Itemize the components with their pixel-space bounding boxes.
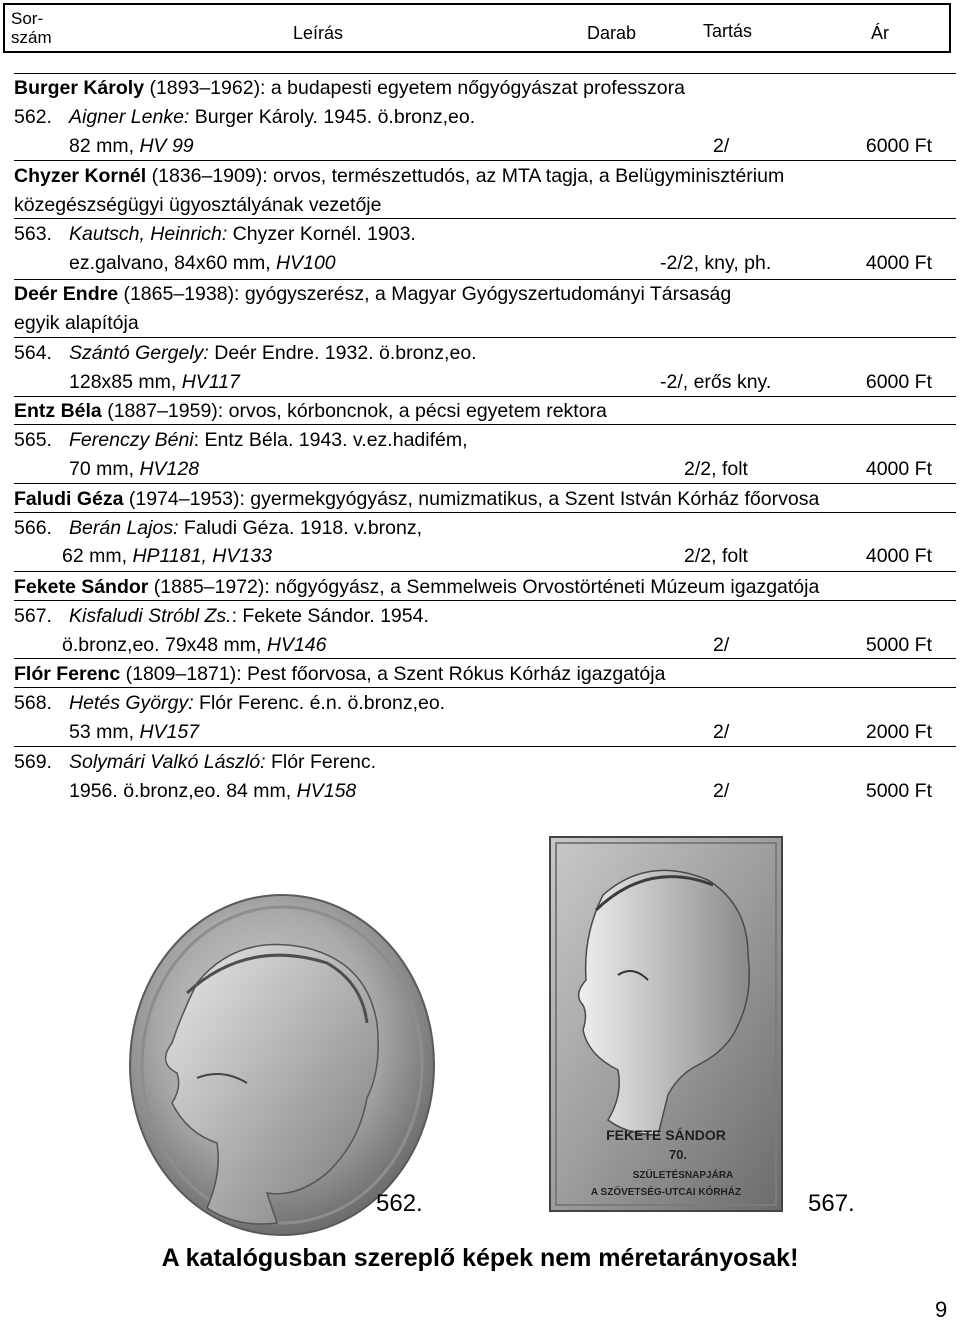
section-heading: Faludi Géza (1974–1953): gyermekgyógyász, numizmatikus, a Szent István Kórház főorvosa [14,488,820,510]
header-sorszam: Sor- szám [11,9,52,47]
caption-562: 562. [376,1190,423,1217]
list-item: 564. Szántó Gergely: Deér Endre. 1932. ö.bronz,eo. [14,342,477,364]
separator [14,424,956,425]
separator [14,218,956,219]
footer-note: A katalógusban szereplő képek nem méretarányosak! [161,1244,799,1272]
section-heading: Burger Károly (1893–1962): a budapesti egyetem nőgyógyászat professzora [14,77,685,99]
section-heading: Deér Endre (1865–1938): gyógyszerész, a Magyar Gyógyszertudományi Társaság [14,283,732,305]
list-item: 567. Kisfaludi Stróbl Zs.: Fekete Sándor. 1954. [14,605,429,627]
separator [14,160,956,161]
separator [14,337,956,338]
separator [14,512,956,513]
table-header [3,3,951,53]
plaque-line4: A SZÖVETSÉG-UTCAI KÓRHÁZ [590,1187,742,1198]
plaque-line3: SZÜLETÉSNAPJÁRA [632,1170,734,1181]
person-name: Burger Károly [14,77,145,99]
separator [14,658,956,659]
plaque-line1: FEKETE SÁNDOR [606,1127,726,1143]
section-heading: Flór Ferenc (1809–1871): Pest főorvosa, a Szent Rókus Kórház igazgatója [14,663,666,685]
header-ar: Ár [871,23,889,43]
caption-567: 567. [808,1190,855,1217]
list-item: 563. Kautsch, Heinrich: Chyzer Kornél. 1903. [14,223,416,245]
separator [14,483,956,484]
list-item: 70 mm, HV128 2/2, folt 4000 Ft [69,458,932,480]
list-item: 1956. ö.bronz,eo. 84 mm, HV158 2/ 5000 Ft [69,780,932,802]
list-item: 128x85 mm, HV117 -2/, erős kny. 6000 Ft [69,371,932,393]
header-leiras: Leírás [293,23,344,43]
plaque-line2: 70. [668,1147,688,1162]
list-item: 566. Berán Lajos: Faludi Géza. 1918. v.bronz, [14,517,423,539]
header-darab: Darab [587,23,637,43]
section-heading: Fekete Sándor (1885–1972): nőgyógyász, a Semmelweis Orvostörténeti Múzeum igazgatója [14,576,820,598]
list-item: 568. Hetés György: Flór Ferenc. é.n. ö.bronz,eo. [14,692,446,714]
header-tartas: Tartás [703,21,753,41]
section-heading: egyik alapítója [14,312,139,334]
separator [14,571,956,572]
list-item: 62 mm, HP1181, HV133 2/2, folt 4000 Ft [62,545,932,567]
section-heading: Entz Béla (1887–1959): orvos, kórboncnok, a pécsi egyetem rektora [14,400,607,422]
list-item: ez.galvano, 84x60 mm, HV100 -2/2, kny, ph. 4000 Ft [69,252,932,274]
section-heading: közegészségügyi ügyosztályának vezetője [14,194,382,216]
separator [14,600,956,601]
separator [14,687,956,688]
list-item: 82 mm, HV 99 2/ 6000 Ft [69,135,932,157]
list-item: ö.bronz,eo. 79x48 mm, HV146 2/ 5000 Ft [62,634,932,656]
list-item: 565. Ferenczy Béni: Entz Béla. 1943. v.ez.hadifém, [14,429,468,451]
list-item: 562. Aigner Lenke: Burger Károly. 1945. ö.bronz,eo. [14,106,476,128]
separator [14,746,956,747]
page-number: 9 [935,1297,948,1322]
section-heading: Chyzer Kornél (1836–1909): orvos, természettudós, az MTA tagja, a Belügyminisztérium [14,165,785,187]
list-item: 53 mm, HV157 2/ 2000 Ft [69,721,932,743]
medal-562-image [127,893,437,1238]
plaque-567-image [548,835,784,1213]
list-item: 569. Solymári Valkó László: Flór Ferenc. [14,751,377,773]
